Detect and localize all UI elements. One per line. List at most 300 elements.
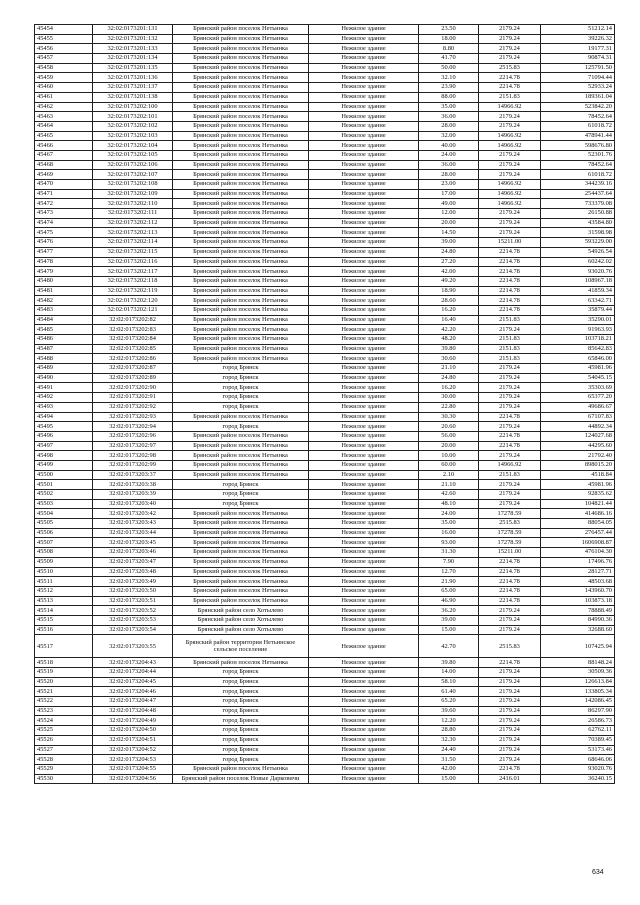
table-row bbox=[35, 83, 615, 93]
cadastral-value-cell: 125791.50 bbox=[541, 63, 615, 73]
area-cell: 24.80 bbox=[419, 247, 479, 257]
address-cell: город Брянск bbox=[173, 480, 309, 490]
cadastral-number-cell: 32:02:0173203:48 bbox=[93, 567, 173, 577]
area-cell: 31.50 bbox=[419, 755, 479, 765]
building-type-cell: Нежилое здание bbox=[309, 716, 419, 726]
building-type-cell: Нежилое здание bbox=[309, 586, 419, 596]
building-type-cell: Нежилое здание bbox=[309, 150, 419, 160]
row-number-cell: 45476 bbox=[35, 238, 93, 248]
address-cell: город Брянск bbox=[173, 402, 309, 412]
row-number-cell: 45508 bbox=[35, 548, 93, 558]
building-type-cell: Нежилое здание bbox=[309, 286, 419, 296]
row-number-cell: 45500 bbox=[35, 470, 93, 480]
specific-value-cell: 2179.24 bbox=[479, 383, 541, 393]
cadastral-number-cell: 32:02:0173202:98 bbox=[93, 451, 173, 461]
address-cell: Брянский район поселок Нетьинка bbox=[173, 92, 309, 102]
address-cell: Брянский район поселок Нетьинка bbox=[173, 257, 309, 267]
address-cell: Брянский район поселок Нетьинка bbox=[173, 199, 309, 209]
cadastral-number-cell: 32:02:0173202:102 bbox=[93, 121, 173, 131]
table-row bbox=[35, 557, 615, 567]
table-row bbox=[35, 218, 615, 228]
area-cell: 2.10 bbox=[419, 470, 479, 480]
area-cell: 7.90 bbox=[419, 557, 479, 567]
cadastral-value-cell: 45981.96 bbox=[541, 364, 615, 374]
row-number-cell: 45461 bbox=[35, 92, 93, 102]
address-cell: Брянский район поселок Нетьинка bbox=[173, 460, 309, 470]
specific-value-cell: 2179.24 bbox=[479, 687, 541, 697]
specific-value-cell: 2214.78 bbox=[479, 431, 541, 441]
cadastral-number-cell: 32:02:0173202:94 bbox=[93, 422, 173, 432]
specific-value-cell: 2179.24 bbox=[479, 745, 541, 755]
area-cell: 49.00 bbox=[419, 199, 479, 209]
address-cell: Брянский район поселок Нетьинка bbox=[173, 180, 309, 190]
row-number-cell: 45478 bbox=[35, 257, 93, 267]
table-row bbox=[35, 160, 615, 170]
cadastral-number-cell: 32:02:0173202:117 bbox=[93, 267, 173, 277]
area-cell: 20.00 bbox=[419, 441, 479, 451]
row-number-cell: 45481 bbox=[35, 286, 93, 296]
table-row bbox=[35, 460, 615, 470]
table-row bbox=[35, 677, 615, 687]
area-cell: 39.80 bbox=[419, 344, 479, 354]
address-cell: Брянский район поселок Нетьинка bbox=[173, 596, 309, 606]
cadastral-value-cell: 91963.93 bbox=[541, 325, 615, 335]
area-cell: 61.40 bbox=[419, 687, 479, 697]
building-type-cell: Нежилое здание bbox=[309, 697, 419, 707]
specific-value-cell: 2151.83 bbox=[479, 335, 541, 345]
cadastral-value-cell: 35290.01 bbox=[541, 315, 615, 325]
cadastral-number-cell: 32:02:0173203:40 bbox=[93, 499, 173, 509]
address-cell: Брянский район поселок Нетьинка bbox=[173, 441, 309, 451]
address-cell: Брянский район поселок Нетьинка bbox=[173, 73, 309, 83]
table-row bbox=[35, 25, 615, 35]
address-cell: город Брянск bbox=[173, 735, 309, 745]
row-number-cell: 45467 bbox=[35, 150, 93, 160]
table-row bbox=[35, 480, 615, 490]
address-cell: Брянский район поселок Нетьинка bbox=[173, 238, 309, 248]
table-row bbox=[35, 73, 615, 83]
table-row bbox=[35, 354, 615, 364]
specific-value-cell: 2416.01 bbox=[479, 774, 541, 784]
building-type-cell: Нежилое здание bbox=[309, 383, 419, 393]
table-row bbox=[35, 373, 615, 383]
specific-value-cell: 2179.24 bbox=[479, 402, 541, 412]
row-number-cell: 45459 bbox=[35, 73, 93, 83]
cadastral-value-cell: 189361.04 bbox=[541, 92, 615, 102]
address-cell: Брянский район поселок Нетьинка bbox=[173, 548, 309, 558]
building-type-cell: Нежилое здание bbox=[309, 247, 419, 257]
specific-value-cell: 2179.24 bbox=[479, 755, 541, 765]
building-type-cell: Нежилое здание bbox=[309, 451, 419, 461]
area-cell: 12.00 bbox=[419, 209, 479, 219]
cadastral-number-cell: 32:02:0173202:90 bbox=[93, 383, 173, 393]
specific-value-cell: 2214.78 bbox=[479, 286, 541, 296]
building-type-cell: Нежилое здание bbox=[309, 102, 419, 112]
building-type-cell: Нежилое здание bbox=[309, 199, 419, 209]
building-type-cell: Нежилое здание bbox=[309, 706, 419, 716]
table-row bbox=[35, 499, 615, 509]
address-cell: Брянский район поселок Нетьинка bbox=[173, 764, 309, 774]
building-type-cell: Нежилое здание bbox=[309, 548, 419, 558]
table-row bbox=[35, 519, 615, 529]
cadastral-value-cell: 60242.02 bbox=[541, 257, 615, 267]
cadastral-number-cell: 32:02:0173202:97 bbox=[93, 441, 173, 451]
specific-value-cell: 2179.24 bbox=[479, 121, 541, 131]
specific-value-cell: 2214.78 bbox=[479, 577, 541, 587]
cadastral-number-cell: 32:02:0173201:133 bbox=[93, 44, 173, 54]
building-type-cell: Нежилое здание bbox=[309, 557, 419, 567]
row-number-cell: 45466 bbox=[35, 141, 93, 151]
area-cell: 39.60 bbox=[419, 706, 479, 716]
row-number-cell: 45496 bbox=[35, 431, 93, 441]
specific-value-cell: 2214.78 bbox=[479, 567, 541, 577]
specific-value-cell: 2179.24 bbox=[479, 54, 541, 64]
cadastral-number-cell: 32:02:0173204:44 bbox=[93, 668, 173, 678]
area-cell: 36.20 bbox=[419, 606, 479, 616]
table-row bbox=[35, 63, 615, 73]
specific-value-cell: 2179.24 bbox=[479, 480, 541, 490]
table-row bbox=[35, 668, 615, 678]
area-cell: 18.90 bbox=[419, 286, 479, 296]
building-type-cell: Нежилое здание bbox=[309, 764, 419, 774]
building-type-cell: Нежилое здание bbox=[309, 490, 419, 500]
area-cell: 41.70 bbox=[419, 54, 479, 64]
specific-value-cell: 2151.83 bbox=[479, 315, 541, 325]
building-type-cell: Нежилое здание bbox=[309, 218, 419, 228]
specific-value-cell: 2515.83 bbox=[479, 519, 541, 529]
specific-value-cell: 2515.83 bbox=[479, 63, 541, 73]
specific-value-cell: 2214.78 bbox=[479, 596, 541, 606]
area-cell: 31.30 bbox=[419, 548, 479, 558]
specific-value-cell: 2214.78 bbox=[479, 257, 541, 267]
cadastral-value-cell: 39226.32 bbox=[541, 34, 615, 44]
area-cell: 24.00 bbox=[419, 509, 479, 519]
cadastral-value-cell: 49686.67 bbox=[541, 402, 615, 412]
cadastral-number-cell: 32:02:0173202:108 bbox=[93, 180, 173, 190]
building-type-cell: Нежилое здание bbox=[309, 160, 419, 170]
building-type-cell: Нежилое здание bbox=[309, 460, 419, 470]
building-type-cell: Нежилое здание bbox=[309, 131, 419, 141]
address-cell: город Брянск bbox=[173, 677, 309, 687]
cadastral-number-cell: 32:02:0173202:112 bbox=[93, 218, 173, 228]
area-cell: 18.00 bbox=[419, 34, 479, 44]
row-number-cell: 45505 bbox=[35, 519, 93, 529]
cadastral-number-cell: 32:02:0173201:131 bbox=[93, 25, 173, 35]
area-cell: 24.80 bbox=[419, 373, 479, 383]
cadastral-value-cell: 62762.11 bbox=[541, 726, 615, 736]
row-number-cell: 45489 bbox=[35, 364, 93, 374]
area-cell: 16.20 bbox=[419, 383, 479, 393]
table-row bbox=[35, 596, 615, 606]
cadastral-number-cell: 32:02:0173202:92 bbox=[93, 402, 173, 412]
table-row bbox=[35, 716, 615, 726]
row-number-cell: 45464 bbox=[35, 121, 93, 131]
specific-value-cell: 2179.24 bbox=[479, 218, 541, 228]
row-number-cell: 45523 bbox=[35, 706, 93, 716]
row-number-cell: 45525 bbox=[35, 726, 93, 736]
specific-value-cell: 14966.92 bbox=[479, 131, 541, 141]
area-cell: 28.80 bbox=[419, 726, 479, 736]
cadastral-value-cell: 478941.44 bbox=[541, 131, 615, 141]
building-type-cell: Нежилое здание bbox=[309, 658, 419, 668]
row-number-cell: 45474 bbox=[35, 218, 93, 228]
building-type-cell: Нежилое здание bbox=[309, 393, 419, 403]
row-number-cell: 45480 bbox=[35, 276, 93, 286]
address-cell: Брянский район поселок Нетьинка bbox=[173, 141, 309, 151]
cadastral-number-cell: 32:02:0173202:118 bbox=[93, 276, 173, 286]
table-row bbox=[35, 577, 615, 587]
table-row bbox=[35, 257, 615, 267]
cadastral-value-cell: 4518.84 bbox=[541, 470, 615, 480]
specific-value-cell: 17278.59 bbox=[479, 509, 541, 519]
specific-value-cell: 14966.92 bbox=[479, 189, 541, 199]
cadastral-number-cell: 32:02:0173204:46 bbox=[93, 687, 173, 697]
row-number-cell: 45522 bbox=[35, 697, 93, 707]
area-cell: 58.10 bbox=[419, 677, 479, 687]
area-cell: 49.20 bbox=[419, 276, 479, 286]
cadastral-number-cell: 32:02:0173202:104 bbox=[93, 141, 173, 151]
row-number-cell: 45469 bbox=[35, 170, 93, 180]
address-cell: Брянский район поселок Нетьинка bbox=[173, 34, 309, 44]
row-number-cell: 45519 bbox=[35, 668, 93, 678]
building-type-cell: Нежилое здание bbox=[309, 315, 419, 325]
specific-value-cell: 2179.24 bbox=[479, 677, 541, 687]
building-type-cell: Нежилое здание bbox=[309, 112, 419, 122]
row-number-cell: 45509 bbox=[35, 557, 93, 567]
cadastral-value-cell: 41859.34 bbox=[541, 286, 615, 296]
area-cell: 39.00 bbox=[419, 615, 479, 625]
table-row bbox=[35, 296, 615, 306]
specific-value-cell: 2151.83 bbox=[479, 470, 541, 480]
row-number-cell: 45473 bbox=[35, 209, 93, 219]
table-row bbox=[35, 615, 615, 625]
row-number-cell: 45483 bbox=[35, 305, 93, 315]
cadastral-value-cell: 1606908.87 bbox=[541, 538, 615, 548]
address-cell: Брянский район поселок Нетьинка bbox=[173, 54, 309, 64]
area-cell: 30.30 bbox=[419, 412, 479, 422]
address-cell: Брянский район поселок Нетьинка bbox=[173, 276, 309, 286]
table-row bbox=[35, 286, 615, 296]
cadastral-number-cell: 32:02:0173204:50 bbox=[93, 726, 173, 736]
address-cell: Брянский район село Хотылево bbox=[173, 606, 309, 616]
table-row bbox=[35, 121, 615, 131]
area-cell: 39.00 bbox=[419, 238, 479, 248]
area-cell: 22.80 bbox=[419, 402, 479, 412]
cadastral-number-cell: 32:02:0173202:84 bbox=[93, 335, 173, 345]
cadastral-number-cell: 32:02:0173203:43 bbox=[93, 519, 173, 529]
building-type-cell: Нежилое здание bbox=[309, 180, 419, 190]
row-number-cell: 45494 bbox=[35, 412, 93, 422]
row-number-cell: 45458 bbox=[35, 63, 93, 73]
cadastral-value-cell: 26586.73 bbox=[541, 716, 615, 726]
address-cell: город Брянск bbox=[173, 706, 309, 716]
specific-value-cell: 2214.78 bbox=[479, 412, 541, 422]
area-cell: 42.00 bbox=[419, 267, 479, 277]
address-cell: Брянский район поселок Нетьинка bbox=[173, 121, 309, 131]
building-type-cell: Нежилое здание bbox=[309, 121, 419, 131]
building-type-cell: Нежилое здание bbox=[309, 745, 419, 755]
row-number-cell: 45503 bbox=[35, 499, 93, 509]
cadastral-number-cell: 32:02:0173203:38 bbox=[93, 480, 173, 490]
table-row bbox=[35, 755, 615, 765]
row-number-cell: 45504 bbox=[35, 509, 93, 519]
row-number-cell: 45463 bbox=[35, 112, 93, 122]
cadastral-value-cell: 44892.34 bbox=[541, 422, 615, 432]
row-number-cell: 45521 bbox=[35, 687, 93, 697]
area-cell: 42.00 bbox=[419, 764, 479, 774]
building-type-cell: Нежилое здание bbox=[309, 63, 419, 73]
table-row bbox=[35, 658, 615, 668]
cadastral-value-cell: 92835.62 bbox=[541, 490, 615, 500]
table-row bbox=[35, 393, 615, 403]
area-cell: 8.80 bbox=[419, 44, 479, 54]
cadastral-value-cell: 44295.60 bbox=[541, 441, 615, 451]
specific-value-cell: 2214.78 bbox=[479, 267, 541, 277]
address-cell: Брянский район поселок Нетьинка bbox=[173, 247, 309, 257]
cadastral-number-cell: 32:02:0173202:116 bbox=[93, 257, 173, 267]
building-type-cell: Нежилое здание bbox=[309, 538, 419, 548]
building-type-cell: Нежилое здание bbox=[309, 441, 419, 451]
specific-value-cell: 2179.24 bbox=[479, 735, 541, 745]
building-type-cell: Нежилое здание bbox=[309, 354, 419, 364]
row-number-cell: 45516 bbox=[35, 625, 93, 635]
row-number-cell: 45517 bbox=[35, 635, 93, 658]
address-cell: Брянский район поселок Нетьинка bbox=[173, 131, 309, 141]
row-number-cell: 45472 bbox=[35, 199, 93, 209]
table-row bbox=[35, 170, 615, 180]
specific-value-cell: 15211.00 bbox=[479, 548, 541, 558]
building-type-cell: Нежилое здание bbox=[309, 726, 419, 736]
table-row bbox=[35, 451, 615, 461]
table-row bbox=[35, 625, 615, 635]
cadastral-number-cell: 32:02:0173202:89 bbox=[93, 373, 173, 383]
cadastral-value-cell: 68646.06 bbox=[541, 755, 615, 765]
cadastral-value-cell: 593229.00 bbox=[541, 238, 615, 248]
table-row bbox=[35, 44, 615, 54]
row-number-cell: 45515 bbox=[35, 615, 93, 625]
area-cell: 24.00 bbox=[419, 150, 479, 160]
address-cell: город Брянск bbox=[173, 373, 309, 383]
building-type-cell: Нежилое здание bbox=[309, 470, 419, 480]
area-cell: 12.70 bbox=[419, 567, 479, 577]
cadastral-value-cell: 108967.18 bbox=[541, 276, 615, 286]
area-cell: 23.90 bbox=[419, 83, 479, 93]
area-cell: 20.00 bbox=[419, 218, 479, 228]
row-number-cell: 45502 bbox=[35, 490, 93, 500]
table-row bbox=[35, 247, 615, 257]
specific-value-cell: 2179.24 bbox=[479, 615, 541, 625]
building-type-cell: Нежилое здание bbox=[309, 412, 419, 422]
address-cell: город Брянск bbox=[173, 697, 309, 707]
address-cell: Брянский район поселок Нетьинка bbox=[173, 44, 309, 54]
cadastral-number-cell: 32:02:0173202:119 bbox=[93, 286, 173, 296]
area-cell: 24.40 bbox=[419, 745, 479, 755]
cadastral-number-cell: 32:02:0173202:87 bbox=[93, 364, 173, 374]
area-cell: 65.20 bbox=[419, 697, 479, 707]
cadastral-number-cell: 32:02:0173202:86 bbox=[93, 354, 173, 364]
cadastral-number-cell: 32:02:0173203:39 bbox=[93, 490, 173, 500]
specific-value-cell: 2179.24 bbox=[479, 112, 541, 122]
building-type-cell: Нежилое здание bbox=[309, 519, 419, 529]
table-row bbox=[35, 538, 615, 548]
address-cell: Брянский район село Хотылево bbox=[173, 625, 309, 635]
cadastral-value-cell: 61018.72 bbox=[541, 170, 615, 180]
row-number-cell: 45514 bbox=[35, 606, 93, 616]
table-row bbox=[35, 305, 615, 315]
specific-value-cell: 17278.59 bbox=[479, 538, 541, 548]
building-type-cell: Нежилое здание bbox=[309, 755, 419, 765]
address-cell: Брянский район поселок Нетьинка bbox=[173, 470, 309, 480]
specific-value-cell: 2214.78 bbox=[479, 764, 541, 774]
cadastral-number-cell: 32:02:0173201:132 bbox=[93, 34, 173, 44]
area-cell: 60.00 bbox=[419, 460, 479, 470]
table-row bbox=[35, 364, 615, 374]
specific-value-cell: 2179.24 bbox=[479, 490, 541, 500]
building-type-cell: Нежилое здание bbox=[309, 267, 419, 277]
cadastral-value-cell: 133805.34 bbox=[541, 687, 615, 697]
specific-value-cell: 2179.24 bbox=[479, 606, 541, 616]
cadastral-value-cell: 276457.44 bbox=[541, 528, 615, 538]
cadastral-value-cell: 45981.96 bbox=[541, 480, 615, 490]
building-type-cell: Нежилое здание bbox=[309, 677, 419, 687]
row-number-cell: 45482 bbox=[35, 296, 93, 306]
address-cell: Брянский район поселок Нетьинка bbox=[173, 112, 309, 122]
row-number-cell: 45528 bbox=[35, 755, 93, 765]
cadastral-number-cell: 32:02:0173204:56 bbox=[93, 774, 173, 784]
area-cell: 23.50 bbox=[419, 25, 479, 35]
address-cell: Брянский район поселок Нетьинка bbox=[173, 218, 309, 228]
row-number-cell: 45498 bbox=[35, 451, 93, 461]
table-row bbox=[35, 189, 615, 199]
cadastral-value-cell: 103873.18 bbox=[541, 596, 615, 606]
building-type-cell: Нежилое здание bbox=[309, 422, 419, 432]
table-row bbox=[35, 150, 615, 160]
cadastral-number-cell: 32:02:0173204:43 bbox=[93, 658, 173, 668]
specific-value-cell: 2214.78 bbox=[479, 441, 541, 451]
building-type-cell: Нежилое здание bbox=[309, 735, 419, 745]
row-number-cell: 45477 bbox=[35, 247, 93, 257]
area-cell: 65.00 bbox=[419, 586, 479, 596]
specific-value-cell: 2179.24 bbox=[479, 150, 541, 160]
address-cell: город Брянск bbox=[173, 490, 309, 500]
area-cell: 28.60 bbox=[419, 296, 479, 306]
cadastral-number-cell: 32:02:0173204:48 bbox=[93, 706, 173, 716]
address-cell: Брянский район поселок Нетьинка bbox=[173, 586, 309, 596]
row-number-cell: 45487 bbox=[35, 344, 93, 354]
building-type-cell: Нежилое здание bbox=[309, 402, 419, 412]
row-number-cell: 45507 bbox=[35, 538, 93, 548]
row-number-cell: 45490 bbox=[35, 373, 93, 383]
cadastral-number-cell: 32:02:0173202:121 bbox=[93, 305, 173, 315]
address-cell: Брянский район поселок Новые Дарковичи bbox=[173, 774, 309, 784]
table-row bbox=[35, 745, 615, 755]
table-row bbox=[35, 238, 615, 248]
area-cell: 36.00 bbox=[419, 160, 479, 170]
cadastral-value-cell: 53173.46 bbox=[541, 745, 615, 755]
specific-value-cell: 2179.24 bbox=[479, 422, 541, 432]
table-row bbox=[35, 586, 615, 596]
cadastral-number-cell: 32:02:0173204:47 bbox=[93, 697, 173, 707]
table-row bbox=[35, 548, 615, 558]
cadastral-value-cell: 17496.76 bbox=[541, 557, 615, 567]
row-number-cell: 45485 bbox=[35, 325, 93, 335]
specific-value-cell: 2179.24 bbox=[479, 716, 541, 726]
row-number-cell: 45491 bbox=[35, 383, 93, 393]
area-cell: 30.00 bbox=[419, 393, 479, 403]
table-row bbox=[35, 735, 615, 745]
table-row bbox=[35, 402, 615, 412]
cadastral-number-cell: 32:02:0173204:45 bbox=[93, 677, 173, 687]
